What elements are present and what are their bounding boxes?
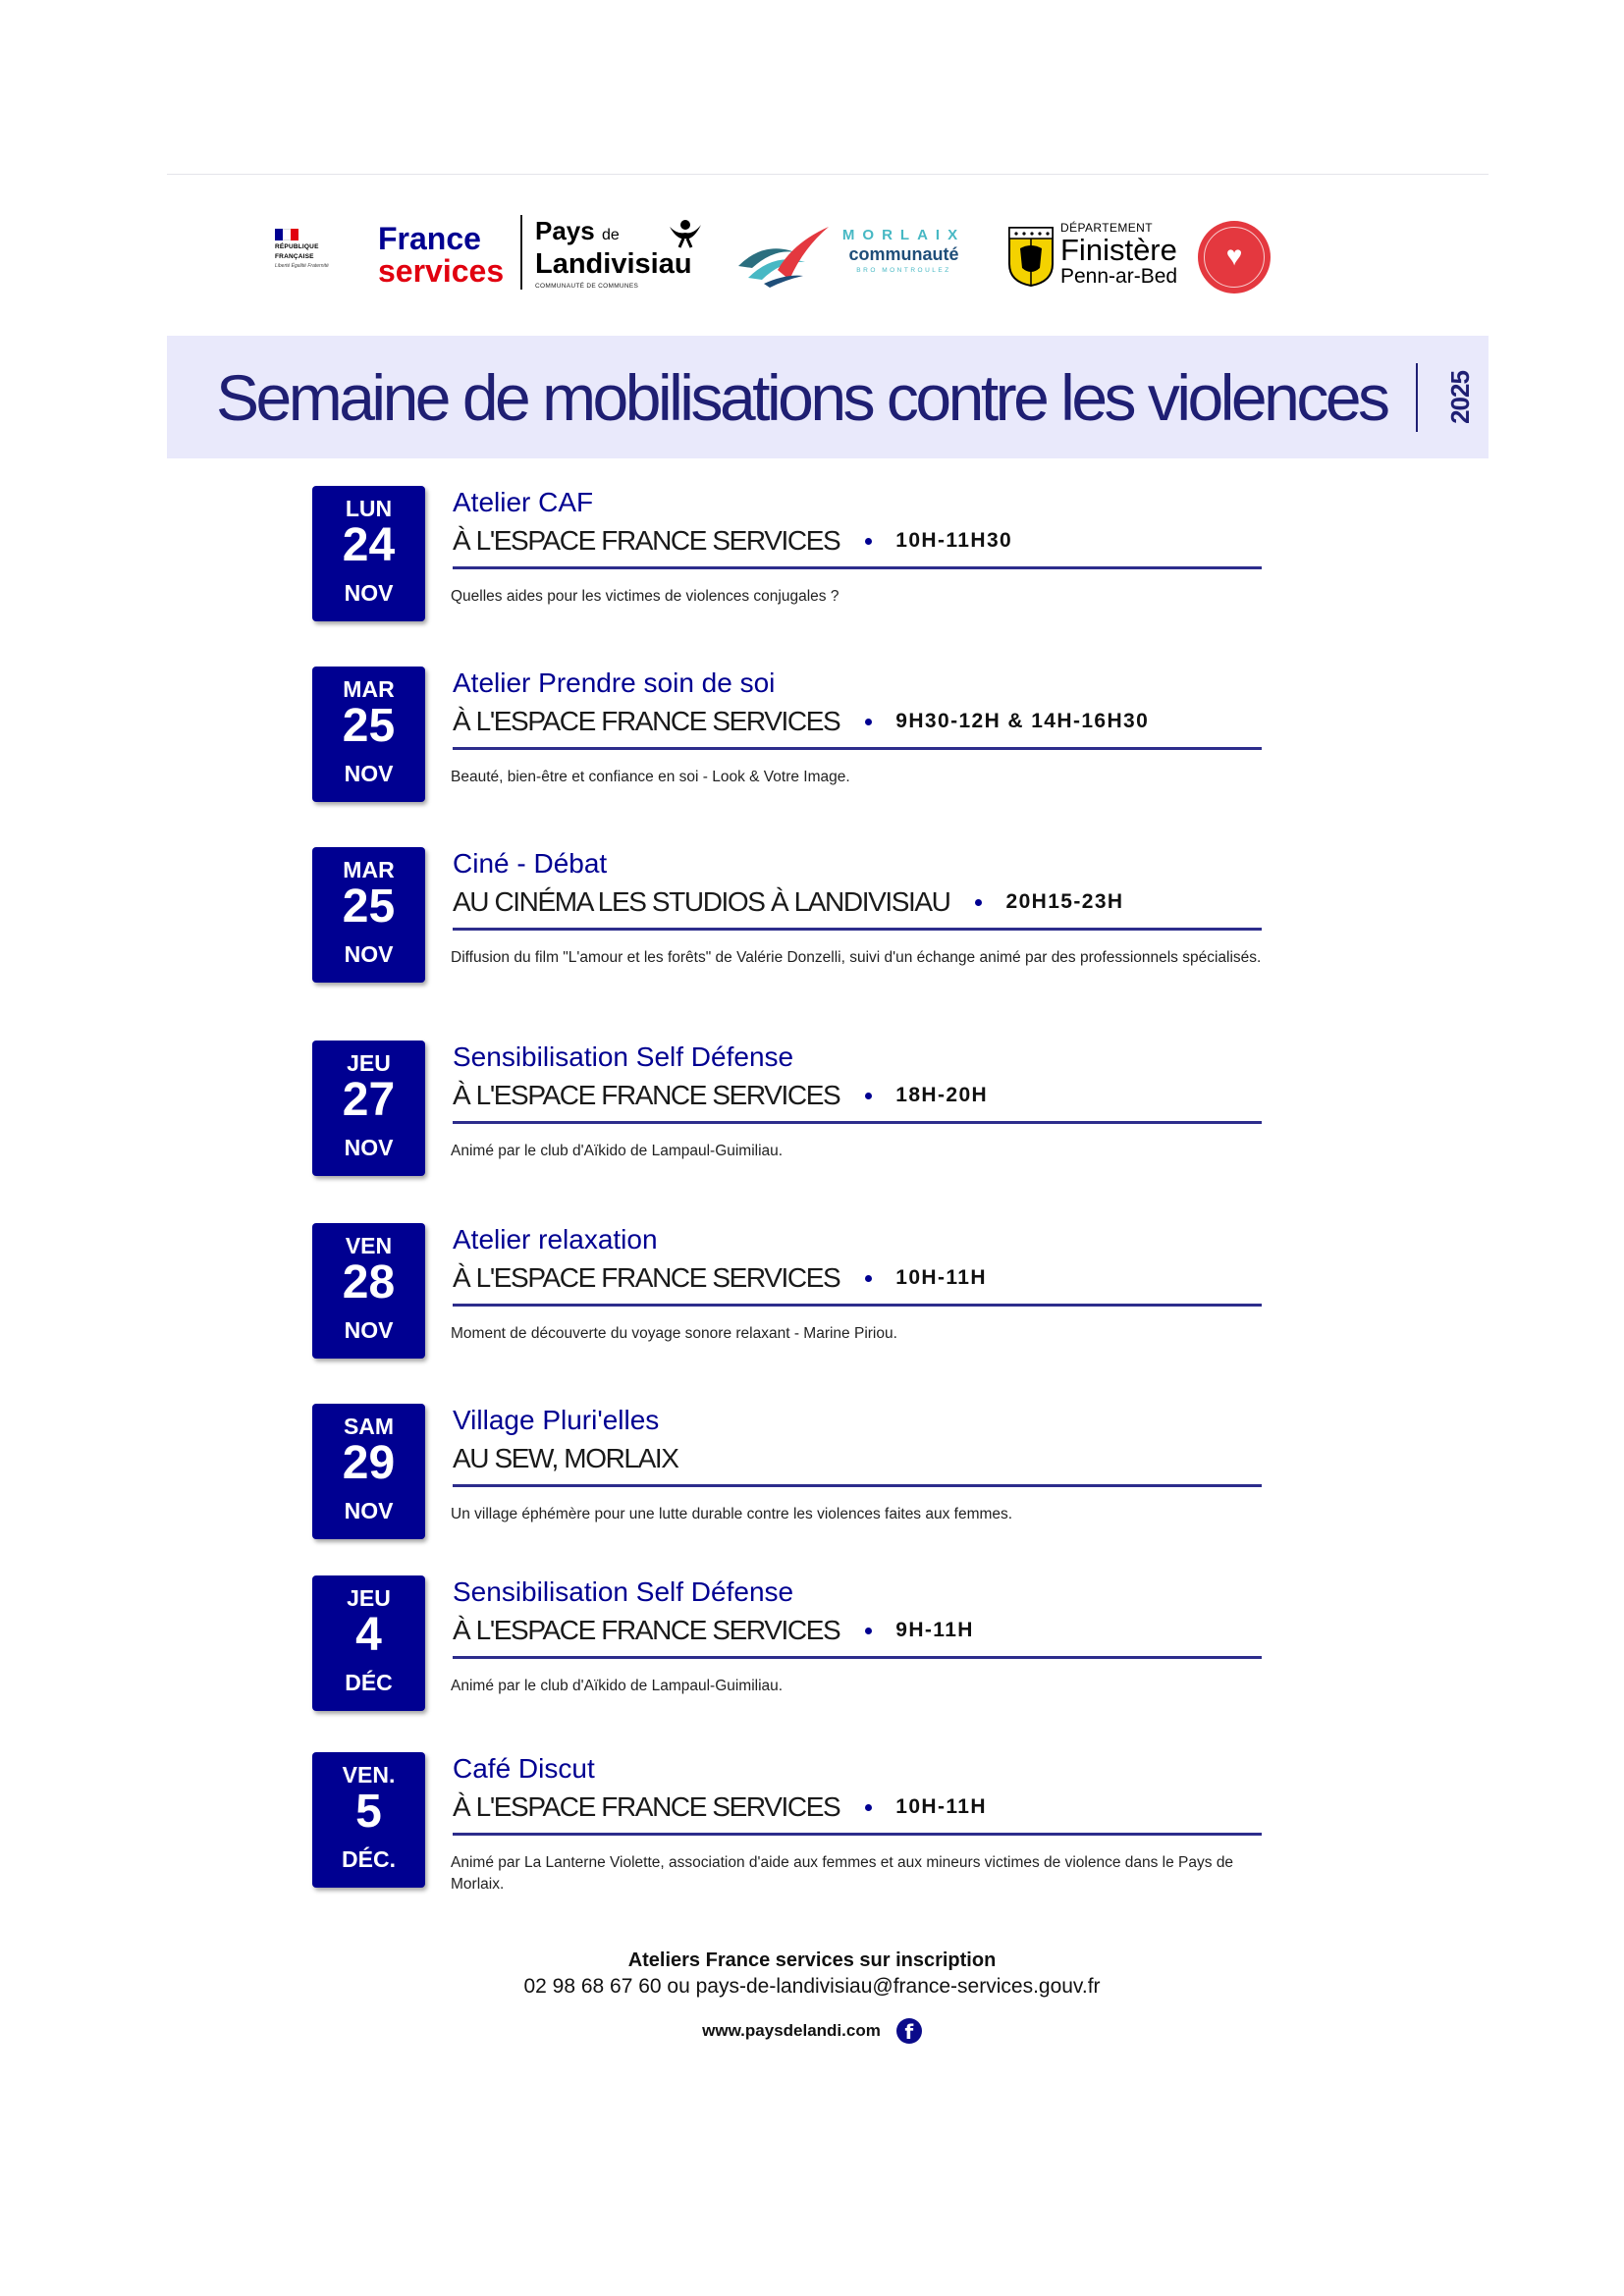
- event-description: Quelles aides pour les victimes de violences conjugales ?: [451, 588, 839, 605]
- event-description: Animé par La Lanterne Violette, association d'aide aux femmes et aux mineurs victimes de violence dans le Pays de Morlaix.: [451, 1854, 1234, 1893]
- event-month: DÉC: [345, 1670, 393, 1695]
- event-day-number: 29: [342, 1437, 396, 1489]
- event-day-number: 25: [342, 881, 396, 933]
- event-location-row: [453, 1611, 974, 1650]
- bullet-icon: [865, 1628, 872, 1634]
- event-title: Sensibilisation Self Défense: [453, 1576, 794, 1607]
- event-item: [0, 847, 1624, 994]
- event-description: Un village éphémère pour une lutte durable contre les violences faites aux femmes.: [451, 1506, 1013, 1522]
- event-divider: [453, 1484, 1262, 1487]
- bullet-icon: [865, 1093, 872, 1099]
- event-location-row: [453, 882, 1123, 922]
- event-time: 10H-11H: [895, 1795, 987, 1818]
- morlaix-line3: BRO MONTROULEZ: [856, 267, 951, 274]
- event-location: À L'ESPACE FRANCE SERVICES: [453, 525, 840, 556]
- event-day: LUN: [345, 496, 393, 521]
- finistere-shield-icon: [1006, 225, 1056, 288]
- pays-landivisiau-de: de: [601, 227, 620, 243]
- date-badge: [312, 1223, 425, 1359]
- event-time: 10H-11H30: [895, 529, 1013, 552]
- event-day-number: 27: [342, 1074, 396, 1126]
- bullet-icon: [975, 899, 982, 906]
- top-divider: [167, 174, 1489, 175]
- event-day: MAR: [343, 857, 395, 882]
- event-divider: [453, 566, 1262, 569]
- event-title: Atelier CAF: [453, 487, 594, 517]
- event-location: AU CINÉMA LES STUDIOS À LANDIVISIAU: [453, 886, 950, 917]
- event-month: NOV: [344, 1135, 394, 1160]
- event-divider: [453, 928, 1262, 931]
- event-description: Moment de découverte du voyage sonore relaxant - Marine Piriou.: [451, 1325, 897, 1342]
- event-description: Animé par le club d'Aïkido de Lampaul-Guimiliau.: [451, 1143, 784, 1159]
- event-time: 9H-11H: [895, 1619, 974, 1641]
- event-day: VEN.: [342, 1762, 396, 1788]
- event-title: Village Pluri'elles: [453, 1405, 660, 1435]
- date-badge: [312, 1752, 425, 1888]
- logo-separator: [520, 215, 522, 290]
- footer-web-row: [0, 2018, 1624, 2044]
- french-flag-icon: [275, 229, 298, 240]
- finistere-logo: [1060, 221, 1188, 309]
- event-location-row: [453, 1258, 987, 1298]
- event-day: MAR: [343, 676, 395, 702]
- event-title: Ciné - Débat: [453, 848, 608, 879]
- date-badge: [312, 1041, 425, 1176]
- footer-registration: Ateliers France services sur inscription: [627, 1949, 997, 1971]
- event-item: [0, 1223, 1624, 1370]
- republique-francaise-logo: [275, 229, 353, 288]
- event-day-number: 28: [342, 1256, 396, 1308]
- finistere-line1: DÉPARTEMENT: [1060, 221, 1153, 235]
- event-time: 10H-11H: [895, 1266, 987, 1289]
- bullet-icon: [865, 1804, 872, 1811]
- bullet-icon: [865, 538, 872, 545]
- morlaix-line2: communauté: [848, 244, 959, 264]
- event-day: JEU: [347, 1050, 391, 1076]
- event-month: NOV: [344, 941, 394, 967]
- event-location: À L'ESPACE FRANCE SERVICES: [453, 1080, 840, 1110]
- morlaix-line1: MORLAIX: [841, 227, 966, 243]
- event-item: [0, 1404, 1624, 1551]
- date-badge: [312, 486, 425, 621]
- date-badge: [312, 1404, 425, 1539]
- event-day: JEU: [347, 1585, 391, 1611]
- event-description: Animé par le club d'Aïkido de Lampaul-Guimiliau.: [451, 1678, 784, 1694]
- facebook-icon[interactable]: f: [896, 2018, 922, 2044]
- event-divider: [453, 1833, 1262, 1836]
- date-badge: [312, 847, 425, 983]
- event-location-row: [453, 521, 1012, 561]
- event-time: 18H-20H: [895, 1084, 989, 1106]
- event-day-number: 4: [355, 1609, 382, 1661]
- finistere-line2: Finistère: [1060, 233, 1177, 267]
- france-services-line2: services: [378, 253, 505, 289]
- event-title: Atelier relaxation: [453, 1224, 658, 1255]
- event-item: [0, 1752, 1624, 1899]
- event-divider: [453, 1304, 1262, 1307]
- event-time: 20H15-23H: [1005, 890, 1124, 913]
- event-item: [0, 1041, 1624, 1188]
- event-title: Sensibilisation Self Défense: [453, 1041, 794, 1072]
- event-day-number: 25: [342, 700, 396, 752]
- title-banner: [167, 336, 1489, 458]
- event-month: NOV: [344, 1317, 394, 1343]
- finistere-line3: Penn-ar-Bed: [1060, 265, 1178, 288]
- event-title: Atelier Prendre soin de soi: [453, 667, 776, 698]
- france-services-logo: [378, 223, 525, 311]
- date-badge: [312, 1575, 425, 1711]
- footer-contact[interactable]: 02 98 68 67 60 ou pays-de-landivisiau@france-services.gouv.fr: [523, 1975, 1101, 1998]
- event-location: À L'ESPACE FRANCE SERVICES: [453, 706, 840, 736]
- event-location-row: [453, 1788, 987, 1827]
- event-month: NOV: [344, 761, 394, 786]
- bullet-icon: [865, 1275, 872, 1282]
- event-month: DÉC.: [342, 1846, 396, 1872]
- event-location: À L'ESPACE FRANCE SERVICES: [453, 1262, 840, 1293]
- event-location-row: [453, 1076, 988, 1115]
- event-location: À L'ESPACE FRANCE SERVICES: [453, 1615, 840, 1645]
- event-location-row: [453, 702, 1149, 741]
- partner-logos: [167, 211, 1489, 299]
- event-month: NOV: [344, 1498, 394, 1523]
- pays-landivisiau-line1: Pays: [535, 216, 595, 245]
- event-location: À L'ESPACE FRANCE SERVICES: [453, 1791, 840, 1822]
- morlaix-communaute-logo: [838, 227, 970, 315]
- year-divider: [1416, 363, 1418, 432]
- event-day-number: 24: [342, 519, 396, 571]
- page-title: Semaine de mobilisations contre les violences: [216, 361, 1387, 434]
- event-title: Café Discut: [453, 1753, 595, 1784]
- republique-line1: RÉPUBLIQUE: [275, 243, 319, 250]
- event-day-number: 5: [355, 1786, 382, 1838]
- event-day: VEN: [345, 1233, 393, 1258]
- website-link[interactable]: www.paysdelandi.com: [702, 2021, 881, 2040]
- event-divider: [453, 1121, 1262, 1124]
- event-month: NOV: [344, 580, 394, 606]
- event-day: SAM: [343, 1414, 395, 1439]
- event-location-row: [453, 1439, 678, 1478]
- morlaix-wave-icon: [734, 223, 833, 288]
- landivisiau-bird-icon: [668, 219, 703, 248]
- red-circle-logo: [1198, 221, 1271, 294]
- event-description: Beauté, bien-être et confiance en soi - Look & Votre Image.: [451, 769, 850, 785]
- event-description: Diffusion du film "L'amour et les forêts" de Valérie Donzelli, suivi d'un échange animé par des professionnels spécialisés.: [451, 949, 1262, 966]
- event-divider: [453, 1656, 1262, 1659]
- footer: [0, 1948, 1624, 2044]
- pays-landivisiau-line3: COMMUNAUTÉ DE COMMUNES: [535, 283, 639, 290]
- heart-icon: ♥: [1225, 240, 1243, 271]
- event-item: [0, 667, 1624, 814]
- event-item: [0, 1575, 1624, 1723]
- republique-line2: FRANÇAISE: [275, 253, 314, 260]
- date-badge: [312, 667, 425, 802]
- event-item: [0, 486, 1624, 633]
- event-time: 9H30-12H & 14H-16H30: [895, 710, 1150, 732]
- republique-motto: Liberté Égalité Fraternité: [275, 263, 329, 269]
- event-location: AU SEW, MORLAIX: [453, 1443, 678, 1473]
- event-divider: [453, 747, 1262, 750]
- pays-landivisiau-line2: Landivisiau: [535, 248, 692, 280]
- france-services-line1: France: [378, 221, 481, 256]
- bullet-icon: [865, 719, 872, 725]
- year-label: 2025: [1445, 371, 1475, 424]
